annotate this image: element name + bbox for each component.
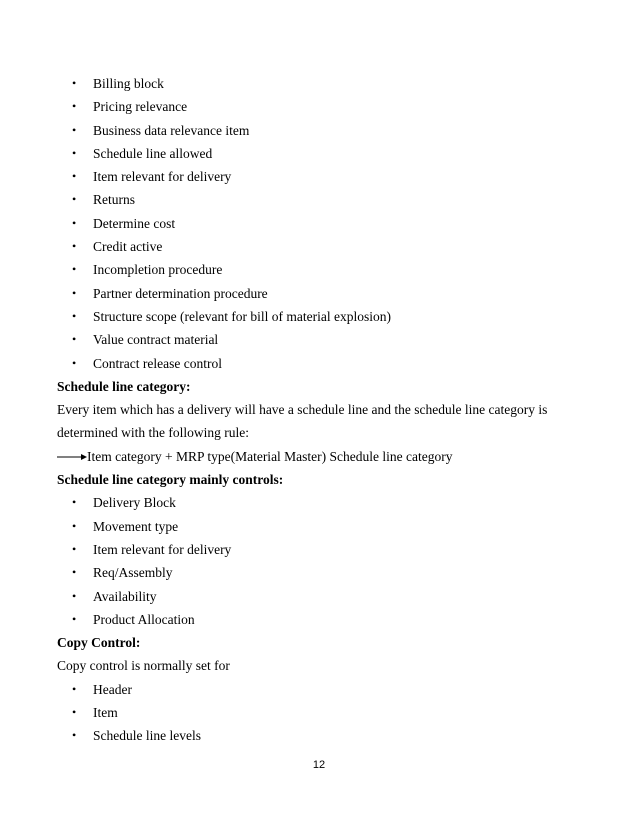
list-item: • Value contract material	[57, 328, 597, 351]
bullet-icon: •	[72, 495, 77, 510]
paragraph-line: Copy control is normally set for	[57, 658, 230, 674]
bullet-icon: •	[72, 122, 77, 137]
bullet-icon: •	[72, 355, 77, 370]
bullet-icon: •	[72, 169, 77, 184]
rule-text: Item category + MRP type(Material Master) Schedule line category	[87, 448, 453, 464]
list-item: • Determine cost	[57, 212, 597, 235]
bullet-list-schedule-controls	[57, 491, 597, 631]
rule-line	[57, 445, 597, 468]
arrow-right-icon	[57, 454, 87, 460]
bullet-icon: •	[72, 99, 77, 114]
list-item: • Contract release control	[57, 352, 597, 375]
list-item: • Product Allocation	[57, 608, 597, 631]
list-item: • Header	[57, 678, 597, 701]
list-item: • Item	[57, 701, 597, 724]
list-item: • Movement type	[57, 515, 597, 538]
bullet-icon: •	[72, 192, 77, 207]
bullet-icon: •	[72, 565, 77, 580]
bullet-icon: •	[72, 518, 77, 533]
list-item: • Returns	[57, 188, 597, 211]
list-item: • Pricing relevance	[57, 95, 597, 118]
list-item: • Req/Assembly	[57, 561, 597, 584]
list-item: • Item relevant for delivery	[57, 538, 597, 561]
list-item: • Credit active	[57, 235, 597, 258]
bullet-icon: •	[72, 332, 77, 347]
list-item: • Item relevant for delivery	[57, 165, 597, 188]
bullet-icon: •	[72, 308, 77, 323]
bullet-icon: •	[72, 611, 77, 626]
list-item: • Partner determination procedure	[57, 282, 597, 305]
list-item: • Delivery Block	[57, 491, 597, 514]
list-item: • Incompletion procedure	[57, 258, 597, 281]
bullet-icon: •	[72, 239, 77, 254]
list-item: • Schedule line allowed	[57, 142, 597, 165]
bullet-icon: •	[72, 76, 77, 90]
list-item: • Structure scope (relevant for bill of material explosion)	[57, 305, 597, 328]
paragraph-line: determined with the following rule:	[57, 425, 249, 441]
list-item: • Business data relevance item	[57, 119, 597, 142]
bullet-icon: •	[72, 215, 77, 230]
bullet-icon: •	[72, 285, 77, 300]
page-number: 12	[312, 759, 326, 771]
list-item: • Billing block	[57, 72, 597, 95]
bullet-icon: •	[72, 681, 77, 696]
bullet-icon: •	[72, 541, 77, 556]
section-heading-copy-control: Copy Control:	[57, 635, 141, 651]
bullet-icon: •	[72, 588, 77, 603]
list-item: • Availability	[57, 585, 597, 608]
paragraph-line: Every item which has a delivery will have a schedule line and the schedule line category is	[57, 402, 548, 418]
bullet-icon: •	[72, 728, 77, 743]
list-item: • Schedule line levels	[57, 724, 597, 747]
section-heading-controls: Schedule line category mainly controls:	[57, 472, 284, 488]
section-heading-schedule-line-category: Schedule line category:	[57, 378, 191, 394]
bullet-icon: •	[72, 145, 77, 160]
page-content	[57, 72, 597, 748]
bullet-icon: •	[72, 705, 77, 720]
bullet-list-copy-control	[57, 678, 597, 748]
bullet-icon: •	[72, 262, 77, 277]
bullet-list-item-controls	[57, 72, 597, 375]
